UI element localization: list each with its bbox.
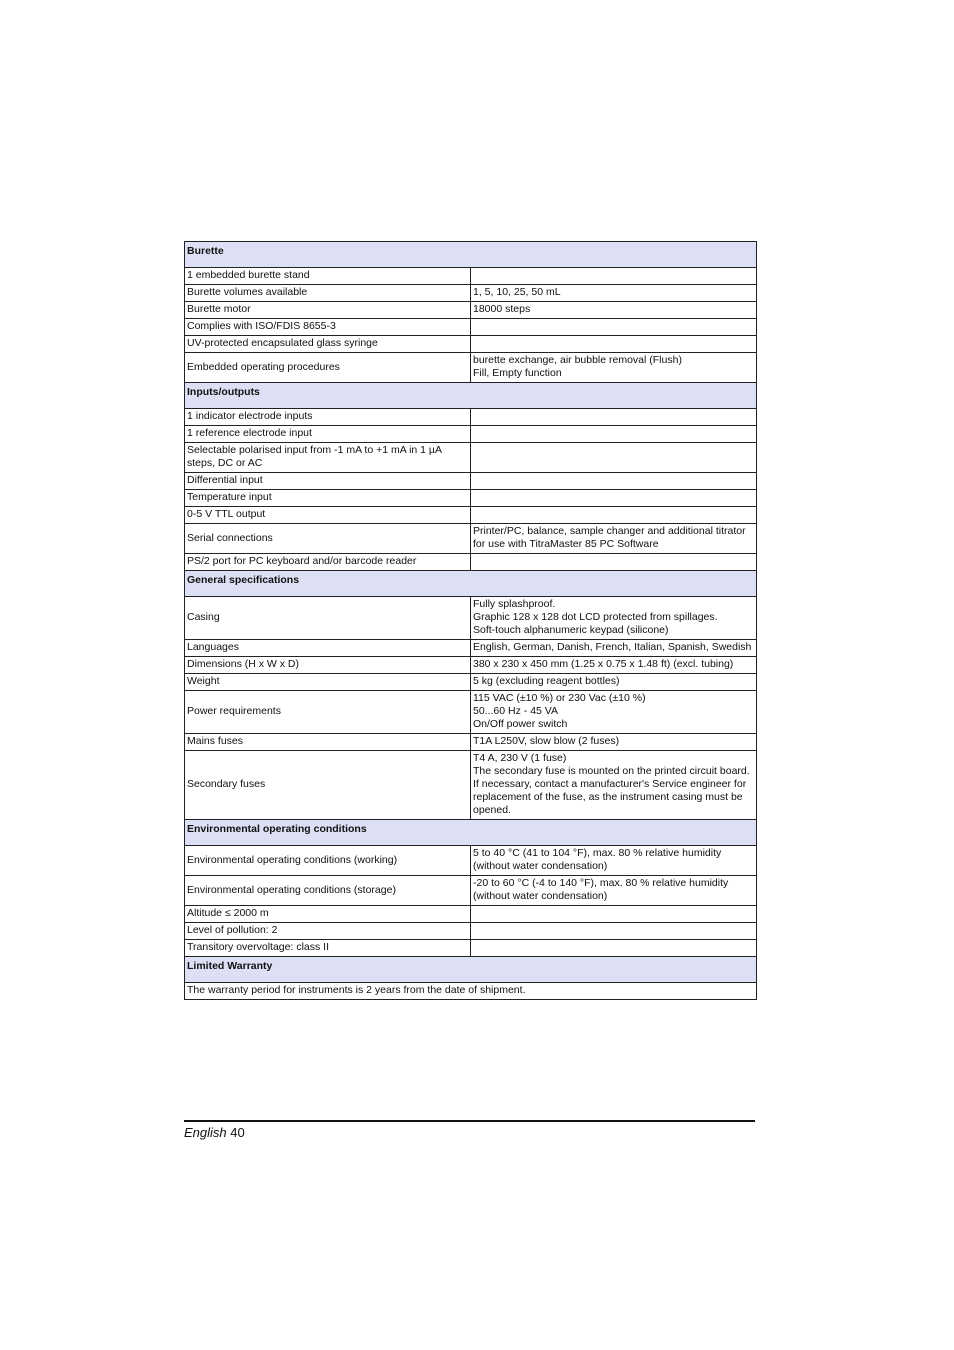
footer-language: English bbox=[184, 1125, 227, 1140]
spec-value-cell bbox=[471, 409, 757, 426]
table-row bbox=[185, 524, 757, 554]
table-row bbox=[185, 473, 757, 490]
spec-label-cell: 1 embedded burette stand bbox=[185, 268, 471, 285]
spec-value-cell bbox=[471, 319, 757, 336]
table-row bbox=[185, 923, 757, 940]
spec-value-cell: 18000 steps bbox=[471, 302, 757, 319]
footer-rule bbox=[184, 1120, 755, 1122]
table-row bbox=[185, 691, 757, 734]
section-title: Environmental operating conditions bbox=[185, 820, 757, 846]
table-row bbox=[185, 983, 757, 1000]
spec-value-cell bbox=[471, 906, 757, 923]
spec-value-cell: Fully splashproof. Graphic 128 x 128 dot LCD protected from spillages. Soft-touch alphanumeric keypad (silicone) bbox=[471, 597, 757, 640]
spec-label-cell: 1 reference electrode input bbox=[185, 426, 471, 443]
spec-value-cell bbox=[471, 923, 757, 940]
table-row bbox=[185, 507, 757, 524]
table-row bbox=[185, 409, 757, 426]
spec-label-cell: Languages bbox=[185, 640, 471, 657]
spec-value-cell: 5 to 40 °C (41 to 104 °F), max. 80 % relative humidity (without water condensation) bbox=[471, 846, 757, 876]
warranty-text-cell: The warranty period for instruments is 2 years from the date of shipment. bbox=[185, 983, 757, 1000]
spec-label-cell: Burette motor bbox=[185, 302, 471, 319]
spec-label-cell: Differential input bbox=[185, 473, 471, 490]
section-header-row bbox=[185, 383, 757, 409]
spec-value-cell: 380 x 230 x 450 mm (1.25 x 0.75 x 1.48 ft) (excl. tubing) bbox=[471, 657, 757, 674]
section-header-row bbox=[185, 820, 757, 846]
table-row bbox=[185, 268, 757, 285]
spec-label-cell: UV-protected encapsulated glass syringe bbox=[185, 336, 471, 353]
section-title: Inputs/outputs bbox=[185, 383, 757, 409]
spec-value-cell: English, German, Danish, French, Italian, Spanish, Swedish bbox=[471, 640, 757, 657]
table-row bbox=[185, 876, 757, 906]
footer-page-number: 40 bbox=[230, 1125, 245, 1140]
section-header-row bbox=[185, 571, 757, 597]
spec-label-cell: Level of pollution: 2 bbox=[185, 923, 471, 940]
spec-label-cell: 0-5 V TTL output bbox=[185, 507, 471, 524]
spec-label-cell: Embedded operating procedures bbox=[185, 353, 471, 383]
spec-label-cell: Temperature input bbox=[185, 490, 471, 507]
spec-label-cell: Selectable polarised input from -1 mA to +1 mA in 1 µA steps, DC or AC bbox=[185, 443, 471, 473]
spec-value-cell: 115 VAC (±10 %) or 230 Vac (±10 %) 50...60 Hz - 45 VA On/Off power switch bbox=[471, 691, 757, 734]
spec-value-cell: burette exchange, air bubble removal (Flush) Fill, Empty function bbox=[471, 353, 757, 383]
spec-value-cell bbox=[471, 554, 757, 571]
spec-value-cell: T1A L250V, slow blow (2 fuses) bbox=[471, 734, 757, 751]
page-footer bbox=[184, 1125, 245, 1140]
table-row bbox=[185, 426, 757, 443]
table-row bbox=[185, 640, 757, 657]
section-title: Limited Warranty bbox=[185, 957, 757, 983]
spec-value-cell bbox=[471, 473, 757, 490]
table-row bbox=[185, 657, 757, 674]
spec-value-cell bbox=[471, 426, 757, 443]
table-row bbox=[185, 734, 757, 751]
spec-value-cell: Printer/PC, balance, sample changer and additional titrator for use with TitraMaster 85 PC Software bbox=[471, 524, 757, 554]
spec-label-cell: Altitude ≤ 2000 m bbox=[185, 906, 471, 923]
spec-value-cell bbox=[471, 336, 757, 353]
table-row bbox=[185, 490, 757, 507]
spec-value-cell bbox=[471, 268, 757, 285]
spec-value-cell: T4 A, 230 V (1 fuse) The secondary fuse is mounted on the printed circuit board. If necessary, contact a manufacturer's Service engineer for replacement of the fuse, as the instrument casing must be opened. bbox=[471, 751, 757, 820]
spec-label-cell: Secondary fuses bbox=[185, 751, 471, 820]
section-header-row bbox=[185, 242, 757, 268]
spec-value-cell: -20 to 60 °C (-4 to 140 °F), max. 80 % relative humidity (without water condensation) bbox=[471, 876, 757, 906]
section-header-row bbox=[185, 957, 757, 983]
spec-value-cell: 1, 5, 10, 25, 50 mL bbox=[471, 285, 757, 302]
section-title: Burette bbox=[185, 242, 757, 268]
spec-value-cell bbox=[471, 443, 757, 473]
spec-label-cell: PS/2 port for PC keyboard and/or barcode reader bbox=[185, 554, 471, 571]
table-row bbox=[185, 554, 757, 571]
section-title: General specifications bbox=[185, 571, 757, 597]
spec-label-cell: 1 indicator electrode inputs bbox=[185, 409, 471, 426]
table-row bbox=[185, 751, 757, 820]
spec-label-cell: Serial connections bbox=[185, 524, 471, 554]
table-row bbox=[185, 319, 757, 336]
spec-label-cell: Transitory overvoltage: class II bbox=[185, 940, 471, 957]
spec-label-cell: Dimensions (H x W x D) bbox=[185, 657, 471, 674]
spec-value-cell bbox=[471, 490, 757, 507]
spec-label-cell: Casing bbox=[185, 597, 471, 640]
table-row bbox=[185, 597, 757, 640]
spec-label-cell: Weight bbox=[185, 674, 471, 691]
spec-label-cell: Environmental operating conditions (working) bbox=[185, 846, 471, 876]
spec-value-cell: 5 kg (excluding reagent bottles) bbox=[471, 674, 757, 691]
table-row bbox=[185, 285, 757, 302]
spec-value-cell bbox=[471, 507, 757, 524]
spec-label-cell: Environmental operating conditions (storage) bbox=[185, 876, 471, 906]
spec-label-cell: Burette volumes available bbox=[185, 285, 471, 302]
table-row bbox=[185, 940, 757, 957]
table-row bbox=[185, 302, 757, 319]
table-row bbox=[185, 906, 757, 923]
spec-label-cell: Complies with ISO/FDIS 8655-3 bbox=[185, 319, 471, 336]
table-row bbox=[185, 443, 757, 473]
spec-value-cell bbox=[471, 940, 757, 957]
spec-label-cell: Mains fuses bbox=[185, 734, 471, 751]
spec-label-cell: Power requirements bbox=[185, 691, 471, 734]
specifications-table bbox=[184, 241, 757, 1000]
table-row bbox=[185, 353, 757, 383]
table-row bbox=[185, 674, 757, 691]
table-row bbox=[185, 336, 757, 353]
table-row bbox=[185, 846, 757, 876]
